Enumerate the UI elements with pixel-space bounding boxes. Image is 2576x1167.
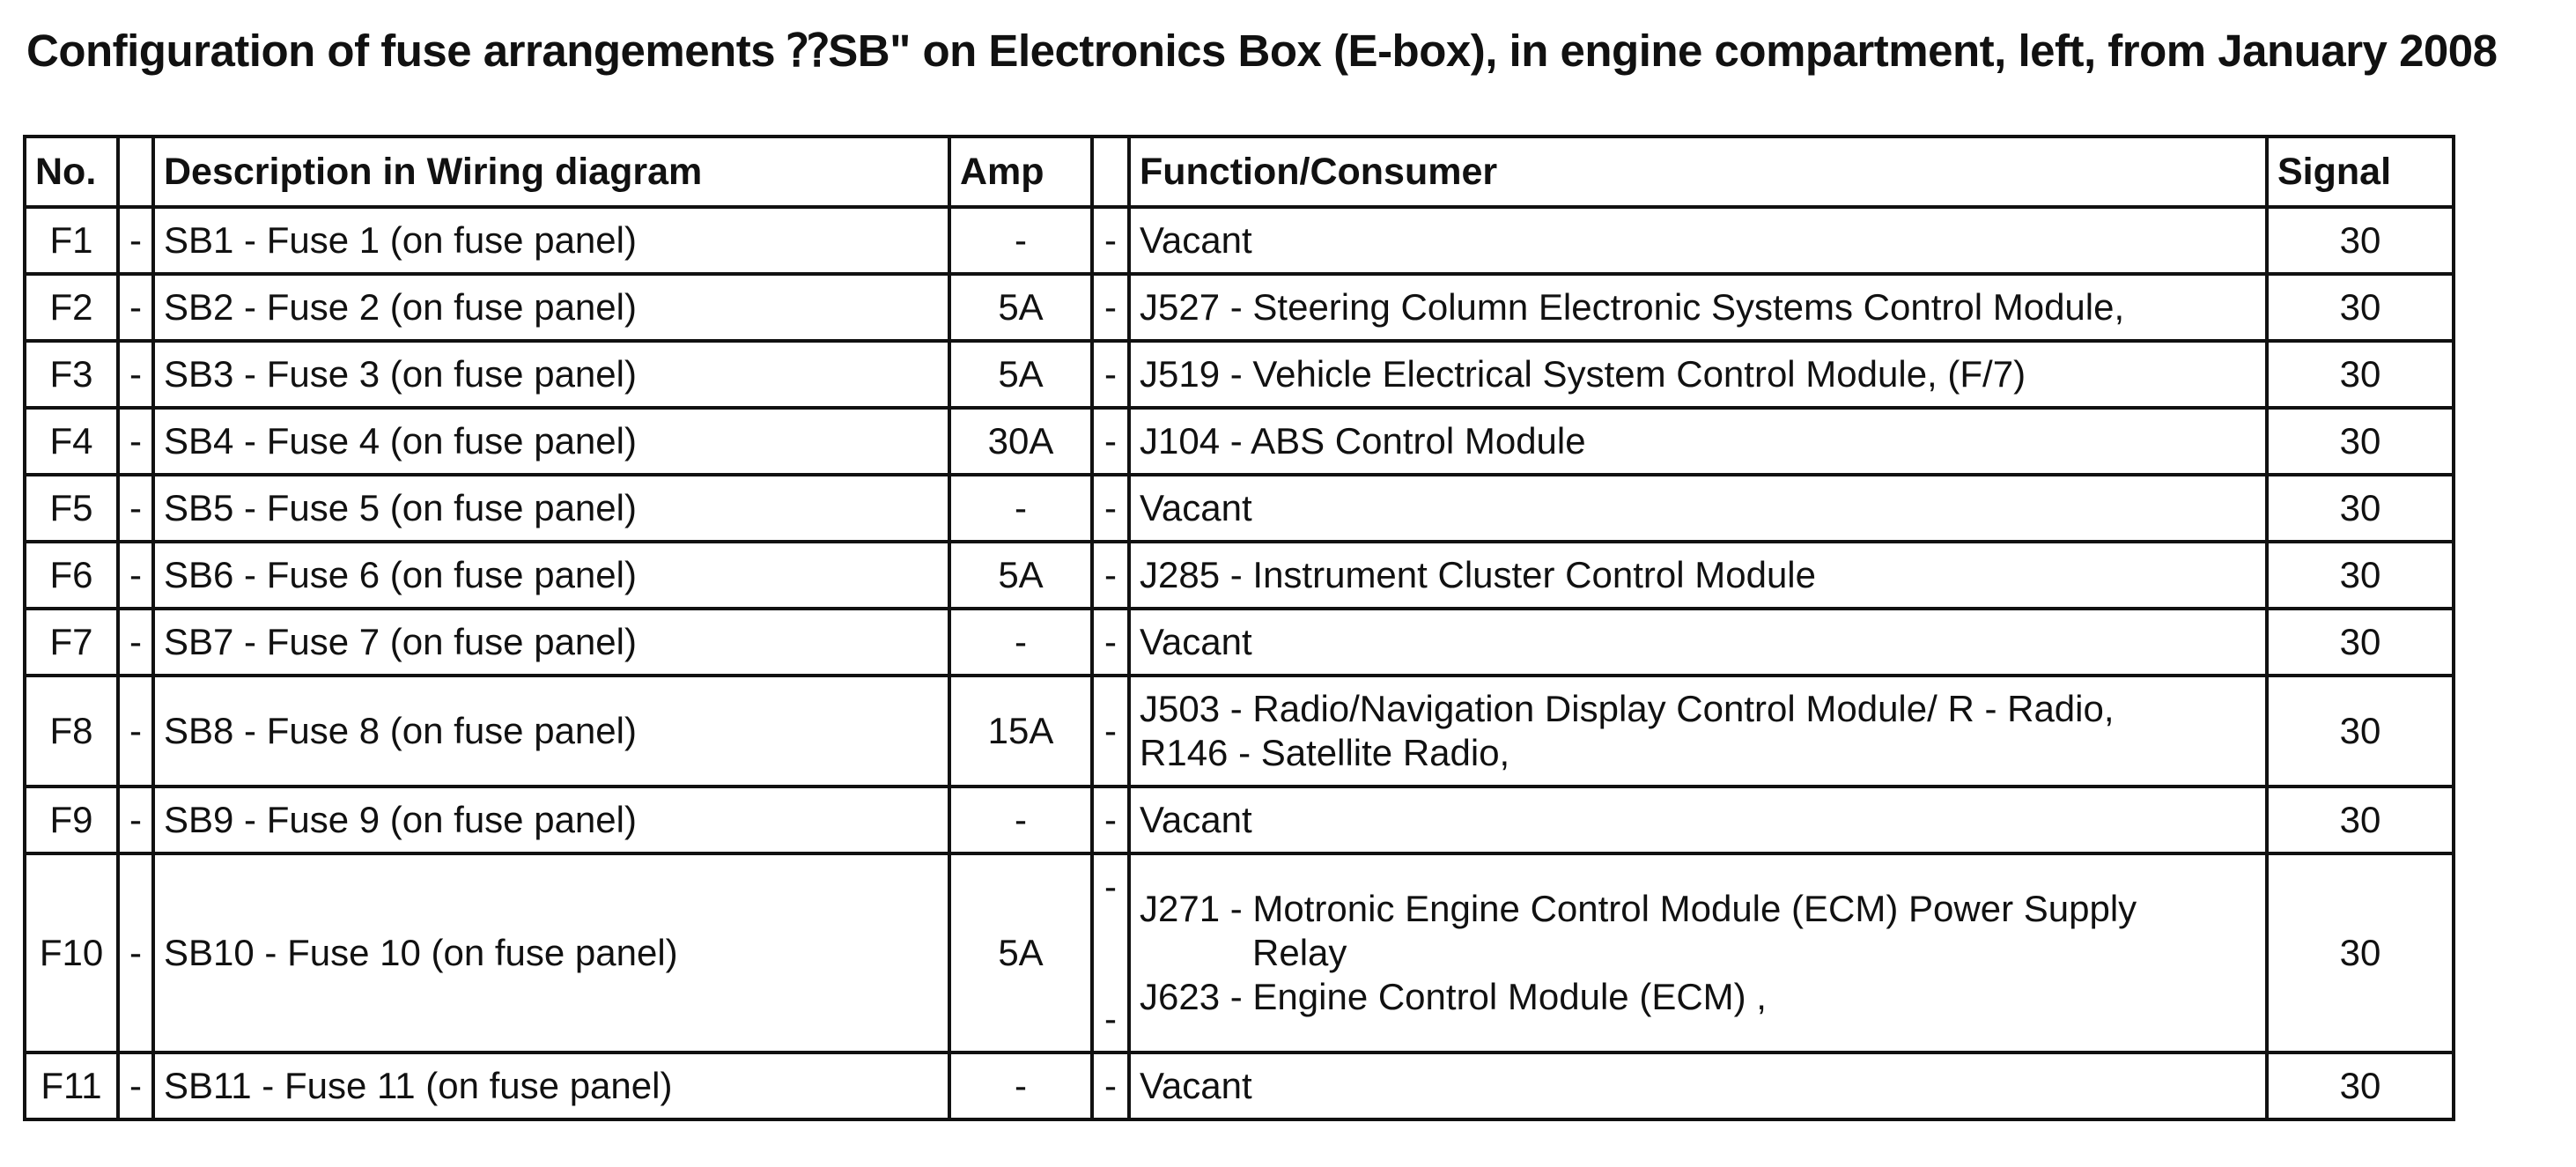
row-dash: - xyxy=(1092,207,1129,274)
function-consumer xyxy=(1129,609,2267,676)
function-line: R146 - Satellite Radio, xyxy=(1140,732,1510,773)
row-dash: - xyxy=(1092,408,1129,475)
signal-value: 30 xyxy=(2267,787,2454,853)
row-dash xyxy=(1092,853,1129,1053)
row-dash: - xyxy=(1104,998,1117,1039)
function-consumer xyxy=(1129,475,2267,542)
function-line: Vacant xyxy=(1140,799,1252,840)
function-line: J285 - Instrument Cluster Control Module xyxy=(1140,554,1816,595)
fuse-table xyxy=(23,135,2455,1121)
row-dash: - xyxy=(118,274,153,341)
function-consumer xyxy=(1129,408,2267,475)
table-row xyxy=(25,408,2454,475)
row-dash: - xyxy=(118,853,153,1053)
fuse-description: SB9 - Fuse 9 (on fuse panel) xyxy=(153,787,949,853)
fuse-amperage: 5A xyxy=(949,542,1092,609)
table-row xyxy=(25,787,2454,853)
fuse-amperage: - xyxy=(949,475,1092,542)
signal-value: 30 xyxy=(2267,1053,2454,1119)
row-dash: - xyxy=(118,1053,153,1119)
table-row xyxy=(25,274,2454,341)
header-row xyxy=(25,137,2454,207)
function-consumer xyxy=(1129,341,2267,408)
function-consumer xyxy=(1129,207,2267,274)
signal-value: 30 xyxy=(2267,207,2454,274)
row-dash: - xyxy=(1092,542,1129,609)
header-description: Description in Wiring diagram xyxy=(153,137,949,207)
fuse-description: SB8 - Fuse 8 (on fuse panel) xyxy=(153,676,949,787)
row-dash: - xyxy=(118,207,153,274)
fuse-description: SB2 - Fuse 2 (on fuse panel) xyxy=(153,274,949,341)
fuse-number: F11 xyxy=(25,1053,118,1119)
fuse-number: F8 xyxy=(25,676,118,787)
function-line: Vacant xyxy=(1140,1065,1252,1106)
fuse-amperage: - xyxy=(949,207,1092,274)
function-line: J623 - Engine Control Module (ECM) , xyxy=(1140,976,1767,1017)
fuse-description: SB5 - Fuse 5 (on fuse panel) xyxy=(153,475,949,542)
table-row xyxy=(25,341,2454,408)
fuse-amperage: 15A xyxy=(949,676,1092,787)
row-dash: - xyxy=(1092,341,1129,408)
row-dash: - xyxy=(118,676,153,787)
signal-value: 30 xyxy=(2267,853,2454,1053)
signal-value: 30 xyxy=(2267,341,2454,408)
function-line: J271 - Motronic Engine Control Module (ECM) Power Supply xyxy=(1140,888,2137,929)
page-title: Configuration of fuse arrangements ⁇SB" on Electronics Box (E-box), in engine compartment, left, from January 2008 xyxy=(26,26,2498,76)
function-line: J519 - Vehicle Electrical System Control Module, (F/7) xyxy=(1140,353,2026,395)
fuse-description: SB10 - Fuse 10 (on fuse panel) xyxy=(153,853,949,1053)
fuse-number: F4 xyxy=(25,408,118,475)
function-line: Vacant xyxy=(1140,487,1252,528)
row-dash: - xyxy=(118,341,153,408)
row-dash: - xyxy=(1092,475,1129,542)
row-dash: - xyxy=(1104,866,1117,907)
function-line: J104 - ABS Control Module xyxy=(1140,420,1586,462)
signal-value: 30 xyxy=(2267,609,2454,676)
row-dash: - xyxy=(1092,676,1129,787)
row-dash: - xyxy=(118,475,153,542)
row-dash: - xyxy=(1092,1053,1129,1119)
fuse-number: F9 xyxy=(25,787,118,853)
function-line: J527 - Steering Column Electronic Systems Control Module, xyxy=(1140,286,2125,328)
fuse-number: F10 xyxy=(25,853,118,1053)
function-consumer xyxy=(1129,853,2267,1053)
fuse-number: F1 xyxy=(25,207,118,274)
table-row xyxy=(25,676,2454,787)
fuse-description: SB6 - Fuse 6 (on fuse panel) xyxy=(153,542,949,609)
fuse-description: SB3 - Fuse 3 (on fuse panel) xyxy=(153,341,949,408)
fuse-amperage: - xyxy=(949,1053,1092,1119)
table-row xyxy=(25,542,2454,609)
function-consumer xyxy=(1129,676,2267,787)
header-spacer xyxy=(118,137,153,207)
fuse-number: F5 xyxy=(25,475,118,542)
fuse-description: SB11 - Fuse 11 (on fuse panel) xyxy=(153,1053,949,1119)
signal-value: 30 xyxy=(2267,542,2454,609)
row-dash: - xyxy=(118,542,153,609)
fuse-description: SB1 - Fuse 1 (on fuse panel) xyxy=(153,207,949,274)
fuse-description: SB7 - Fuse 7 (on fuse panel) xyxy=(153,609,949,676)
row-dash: - xyxy=(118,609,153,676)
fuse-number: F2 xyxy=(25,274,118,341)
row-dash: - xyxy=(1092,787,1129,853)
fuse-number: F6 xyxy=(25,542,118,609)
table-row xyxy=(25,1053,2454,1119)
fuse-description: SB4 - Fuse 4 (on fuse panel) xyxy=(153,408,949,475)
fuse-amperage: 5A xyxy=(949,853,1092,1053)
function-line: Relay xyxy=(1252,932,1347,973)
row-dash: - xyxy=(1092,609,1129,676)
fuse-amperage: 5A xyxy=(949,274,1092,341)
table-row xyxy=(25,207,2454,274)
signal-value: 30 xyxy=(2267,274,2454,341)
header-function: Function/Consumer xyxy=(1129,137,2267,207)
header-signal: Signal xyxy=(2267,137,2454,207)
table-row xyxy=(25,853,2454,1053)
table-row xyxy=(25,609,2454,676)
row-dash: - xyxy=(1092,274,1129,341)
table-row xyxy=(25,475,2454,542)
function-consumer xyxy=(1129,787,2267,853)
signal-value: 30 xyxy=(2267,676,2454,787)
row-dash: - xyxy=(118,408,153,475)
fuse-amperage: 30A xyxy=(949,408,1092,475)
signal-value: 30 xyxy=(2267,408,2454,475)
fuse-number: F3 xyxy=(25,341,118,408)
fuse-amperage: 5A xyxy=(949,341,1092,408)
function-consumer xyxy=(1129,274,2267,341)
function-consumer xyxy=(1129,1053,2267,1119)
fuse-amperage: - xyxy=(949,609,1092,676)
fuse-number: F7 xyxy=(25,609,118,676)
function-consumer xyxy=(1129,542,2267,609)
header-amp: Amp xyxy=(949,137,1092,207)
header-no: No. xyxy=(25,137,118,207)
row-dash: - xyxy=(118,787,153,853)
header-spacer xyxy=(1092,137,1129,207)
function-line: J503 - Radio/Navigation Display Control Module/ R - Radio, xyxy=(1140,688,2115,729)
function-line: Vacant xyxy=(1140,621,1252,662)
fuse-amperage: - xyxy=(949,787,1092,853)
function-line: Vacant xyxy=(1140,219,1252,261)
signal-value: 30 xyxy=(2267,475,2454,542)
